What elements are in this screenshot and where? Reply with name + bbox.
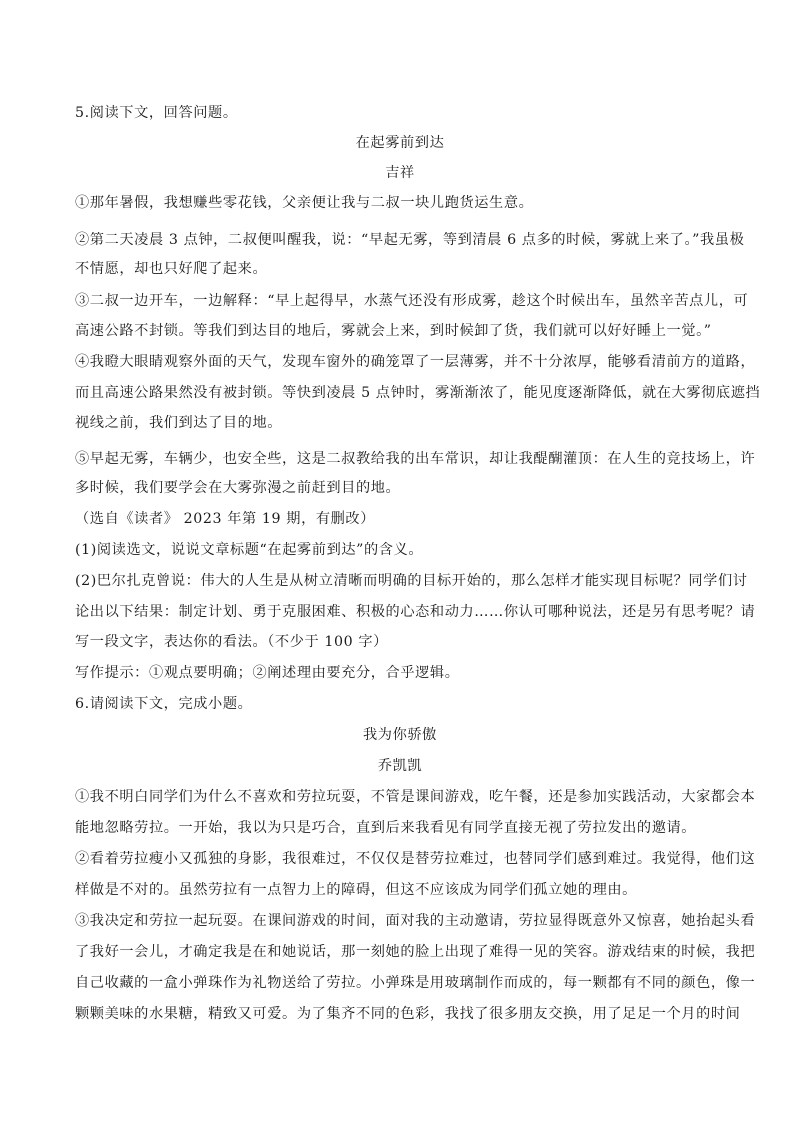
paragraph-line: ②第二天凌晨 3 点钟，二叔便叫醒我，说：“早起无雾，等到清晨 6 点多的时候，雾就上来了。”我虽极 (75, 232, 745, 248)
paragraph-line: 多时候，我们要学会在大雾弥漫之前赶到目的地。 (75, 480, 401, 496)
subquestion-2-line: 论出以下结果：制定计划、勇于克服困难、积极的心态和动力……你认可哪种说法，还是另有思考呢？请 (75, 604, 756, 620)
paragraph-line: 而且高速公路果然没有被封锁。等快到凌晨 5 点钟时，雾渐渐浓了，能见度逐渐降低，就在大雾彻底遮挡 (75, 385, 761, 401)
paragraph-line: 不情愿，却也只好爬了起来。 (75, 261, 268, 277)
paragraph-line: ④我瞪大眼睛观察外面的天气，发现车窗外的确笼罩了一层薄雾，并不十分浓厚，能够看清前方的道路， (75, 354, 756, 370)
paragraph-line: ⑤早起无雾，车辆少，也安全些，这是二叔教给我的出车常识，却让我醍醐灌顶：在人生的竞技场上，许 (75, 451, 756, 467)
paragraph-line: ①那年暑假，我想赚些零花钱，父亲便让我与二叔一块儿跑货运生意。 (75, 195, 534, 211)
subquestion-2: (2)巴尔扎克曾说：伟大的人生是从树立清晰而明确的目标开始的，那么怎样才能实现目标呢？同学们讨 (75, 573, 748, 589)
paragraph-line: 颗颗美味的水果糖，精致又可爱。为了集齐不同的色彩，我找了很多朋友交换，用了足足一个月的时间 (75, 1006, 741, 1022)
paragraph-line: 样做是不对的。虽然劳拉有一点智力上的障碍，但这不应该成为同学们孤立她的理由。 (75, 882, 637, 898)
subquestion-2-line: 写一段文字，表达你的看法。（不少于 100 字） (75, 634, 388, 650)
paragraph-line: 能地忽略劳拉。一开始，我以为只是巧合，直到后来我看见有同学直接无视了劳拉发出的邀请。 (75, 820, 697, 836)
question6-heading: 6.请阅读下文，完成小题。 (75, 696, 253, 712)
paragraph-line: ①我不明白同学们为什么不喜欢和劳拉玩耍，不管是课间游戏，吃午餐，还是参加实践活动，大家都会本 (75, 789, 756, 805)
subquestion-1: (1)阅读选文，说说文章标题“在起雾前到达”的含义。 (75, 542, 424, 558)
paragraph-line: 自己收藏的一盒小弹珠作为礼物送给了劳拉。小弹珠是用玻璃制作而成的，每一颗都有不同的颜色，像一 (75, 975, 756, 991)
source-citation: （选自《读者》 2023 年第 19 期，有删改） (75, 511, 376, 527)
paragraph-line: 高速公路不封锁。等我们到达目的地后，雾就会上来，到时候卸了货，我们就可以好好睡上一觉。” (75, 323, 712, 339)
question5-author: 吉祥 (385, 165, 415, 181)
paragraph-line: ③我决定和劳拉一起玩耍。在课间游戏的时间，面对我的主动邀请，劳拉显得既意外又惊喜，她抬起头看 (75, 913, 756, 929)
question6-title: 我为你骄傲 (363, 727, 437, 743)
paragraph-line: 了我好一会儿，才确定我是在和她说话，那一刻她的脸上出现了难得一见的笑容。游戏结束的时候，我把 (75, 944, 756, 960)
paragraph-line: ②看着劳拉瘦小又孤独的身影，我很难过，不仅仅是替劳拉难过，也替同学们感到难过。我觉得，他们这 (75, 851, 756, 867)
question5-heading: 5.阅读下文，回答问题。 (75, 105, 238, 121)
paragraph-line: 视线之前，我们到达了目的地。 (75, 415, 283, 431)
writing-hint: 写作提示：①观点要明确；②阐述理由要充分，合乎逻辑。 (75, 665, 460, 681)
question5-title: 在起雾前到达 (355, 135, 445, 151)
paragraph-line: ③二叔一边开车，一边解释：“早上起得早，水蒸气还没有形成雾，趁这个时候出车，虽然辛苦点儿，可 (75, 293, 749, 309)
question6-author: 乔凯凯 (377, 758, 423, 774)
